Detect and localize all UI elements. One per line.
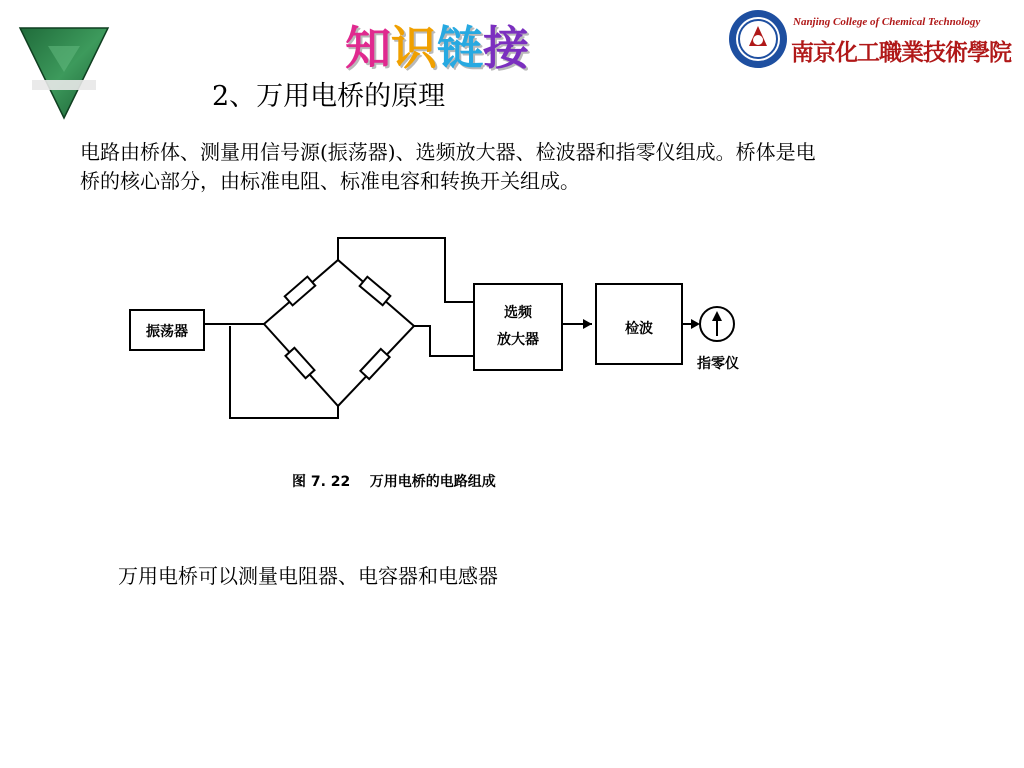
resistor — [360, 349, 389, 379]
college-seal-icon — [727, 8, 789, 70]
college-name-en: Nanjing College of Chemical Technology — [793, 16, 981, 28]
null-indicator-label: 指零仪 — [697, 356, 739, 372]
resistor — [286, 348, 315, 378]
green-triangle-logo — [18, 26, 110, 122]
wire — [230, 326, 338, 418]
diagram-caption: 图 7. 22 万用电桥的电路组成 — [292, 474, 496, 490]
college-name-cn: 南京化工職業技術學院 — [791, 39, 1011, 66]
amplifier-box — [474, 284, 562, 370]
bridge-diamond — [264, 260, 414, 406]
arrow-head — [583, 319, 592, 329]
null-indicator-icon — [700, 307, 734, 341]
wire — [338, 238, 474, 302]
decorative-title — [345, 18, 585, 82]
oscillator-label: 振荡器 — [146, 324, 188, 340]
bridge-circuit-diagram — [120, 228, 760, 498]
amplifier-label-2: 放大器 — [497, 332, 539, 348]
arrow-head — [691, 319, 700, 329]
amplifier-label-1: 选频 — [504, 305, 532, 321]
college-logo — [727, 8, 1023, 72]
slide-title: 2、万用电桥的原理 — [212, 81, 446, 112]
summary-text: 万用电桥可以测量电阻器、电容器和电感器 — [118, 564, 498, 588]
deco-char: 接 — [483, 21, 529, 75]
intro-paragraph: 电路由桥体、测量用信号源(振荡器)、选频放大器、检波器和指零仪组成。桥体是电桥的核心部分，由标准电阻、标准电容和转换开关组成。 — [80, 140, 816, 193]
deco-char: 识 — [391, 21, 437, 75]
resistor — [360, 277, 391, 305]
resistor — [285, 277, 316, 306]
wire — [414, 326, 474, 356]
detector-label: 检波 — [625, 321, 653, 337]
deco-char: 链 — [437, 21, 483, 75]
deco-char: 知 — [345, 21, 391, 75]
